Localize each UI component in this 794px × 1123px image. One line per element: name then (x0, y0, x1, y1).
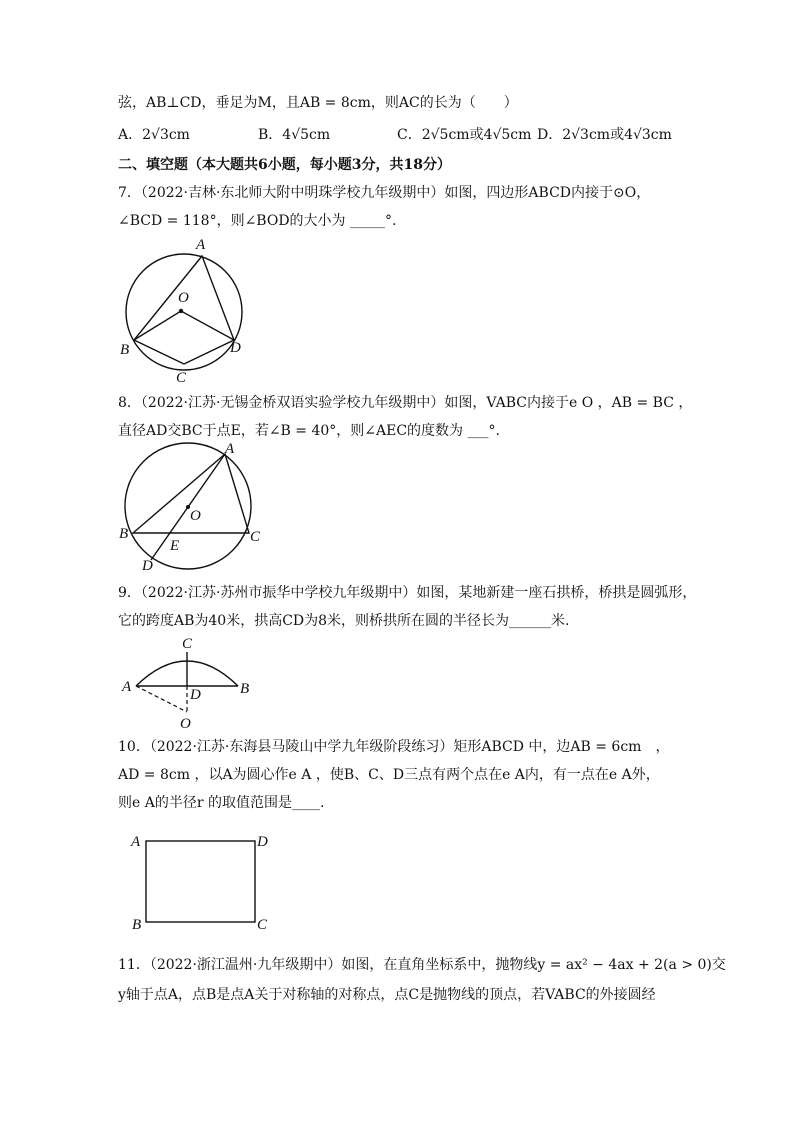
q7-label-a: A (196, 237, 206, 253)
q10-figure (126, 830, 276, 934)
q7-center-dot (179, 309, 183, 313)
q9-line2: 它的跨度AB为40米，拱高CD为8米，则桥拱所在圆的半径长为______米. (118, 613, 570, 629)
q9-label-c: C (182, 636, 193, 652)
q8-figure (112, 440, 272, 572)
q7-line2: ∠BCD = 118°，则∠BOD的大小为 _____°. (118, 213, 397, 229)
q11-line2: y轴于点A，点B是点A关于对称轴的对称点，点C是抛物线的顶点，若VABC的外接圆经 (118, 987, 656, 1003)
q11-line1: 11．（2022·浙江温州·九年级期中）如图，在直角坐标系中，抛物线y = ax² − 4ax + 2(a > 0)交 (118, 957, 726, 973)
q9-label-a: A (122, 679, 132, 695)
q7-label-b: B (120, 342, 130, 358)
q7-label-d: D (230, 340, 241, 356)
q9-dashed-ao (136, 686, 187, 712)
q7-label-c: C (176, 370, 187, 386)
q9-label-b: B (240, 681, 250, 697)
q10-label-b: B (132, 917, 142, 933)
q8-line1: 8．（2022·江苏·无锡金桥双语实验学校九年级期中）如图，VABC内接于e O ，AB = BC ， (118, 395, 693, 411)
q9-label-d: D (190, 687, 201, 703)
q9-line1: 9．（2022·江苏·苏州市振华中学校九年级期中）如图，某地新建一座石拱桥，桥拱是圆弧形， (118, 585, 697, 601)
q6-continued-line: 弦，AB⊥CD，垂足为M，且AB = 8cm，则AC的长为（ ） (118, 95, 518, 111)
choice-a: A．2√3cm (118, 127, 190, 143)
choice-c: C．2√5cm或4√5cm (397, 127, 532, 143)
q7-figure (112, 234, 262, 386)
q8-line2: 直径AD交BC于点E，若∠B = 40°，则∠AEC的度数为 ___°. (118, 423, 500, 439)
q10-label-d: D (257, 834, 268, 850)
q9-label-o: O (180, 716, 191, 732)
q10-rectangle (146, 841, 255, 922)
q7-line1: 7．（2022·吉林·东北师大附中明珠学校九年级期中）如图，四边形ABCD内接于⊙O， (118, 185, 651, 201)
q7-quadrilateral (134, 256, 234, 364)
q7-label-o: O (178, 290, 189, 306)
q8-label-o: O (190, 508, 201, 524)
q8-label-c: C (250, 529, 261, 545)
q7-radii (134, 311, 234, 340)
section-heading: 二、填空题（本大题共6小题，每小题3分，共18分） (118, 157, 451, 173)
q8-label-a: A (225, 441, 235, 457)
q10-label-a: A (131, 834, 141, 850)
q10-line3: 则e A的半径r 的取值范围是____. (118, 795, 325, 811)
q9-figure (112, 632, 262, 732)
q10-label-c: C (257, 917, 268, 933)
q8-label-d: D (142, 558, 153, 572)
q10-line1: 10．（2022·江苏·东海县马陵山中学九年级阶段练习）矩形ABCD 中，边AB = 6cm ， (118, 739, 670, 755)
choice-b: B．4√5cm (258, 127, 331, 143)
q8-label-e: E (170, 538, 180, 554)
q10-line2: AD = 8cm ，以A为圆心作e A ，使B、C、D三点有两个点在e A内，有一点在e A外， (118, 767, 660, 783)
choice-d: D．2√3cm或4√3cm (537, 127, 672, 143)
q8-label-b: B (119, 526, 129, 542)
